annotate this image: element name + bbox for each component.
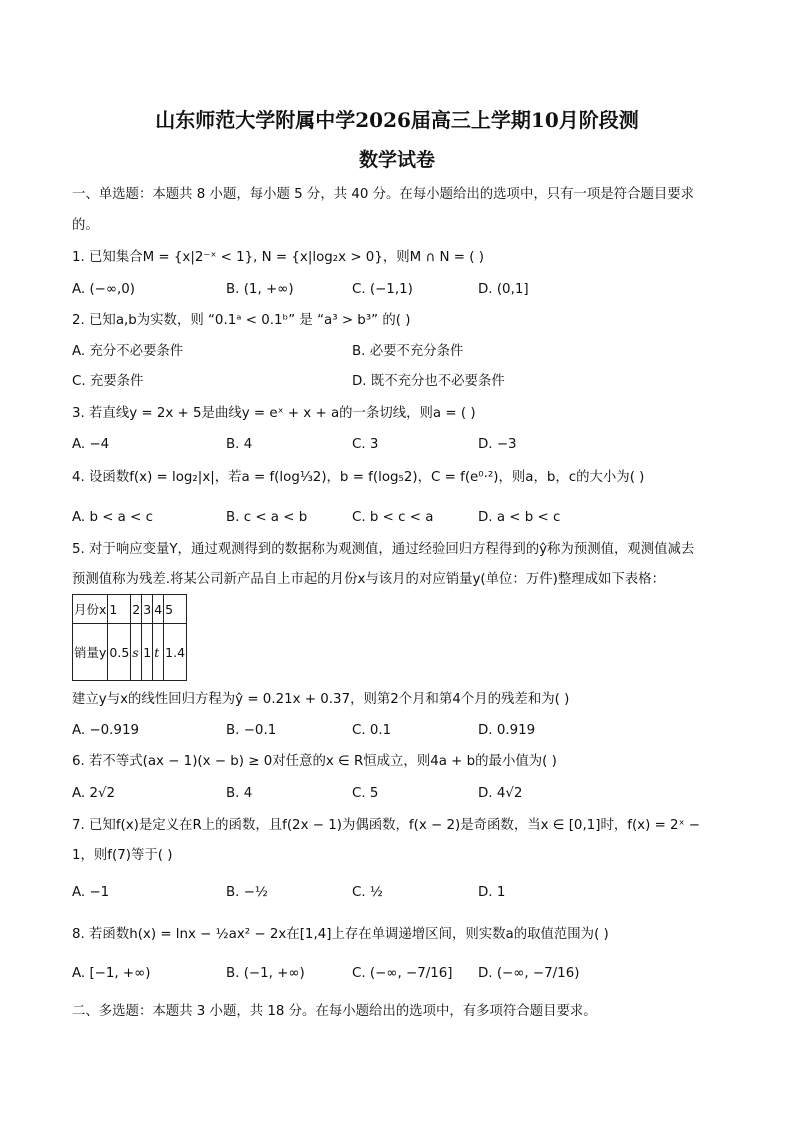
table-cell: 销量y (73, 624, 108, 681)
q1-option-d: D. (0,1] (478, 282, 529, 297)
q7-stem-1: 7. 已知f(x)是定义在R上的函数，且f(2x − 1)为偶函数，f(x − 2)是奇函数，当x ∈ [0,1]时，f(x) = 2ˣ − (72, 818, 700, 833)
q3-option-b: B. 4 (226, 437, 253, 452)
q7-option-d: D. 1 (478, 885, 506, 900)
table-row (73, 595, 187, 624)
q8-option-d: D. (−∞, −7/16) (478, 966, 580, 981)
q4-stem: 4. 设函数f(x) = log₂|x|，若a = f(log⅓2)，b = f(log₅2)，C = f(e⁰·²)，则a，b，c的大小为( ) (72, 470, 645, 485)
table-cell: 1.4 (164, 624, 187, 681)
table-cell: 2 (131, 595, 142, 624)
q6-option-d: D. 4√2 (478, 786, 523, 801)
q6-option-c: C. 5 (352, 786, 379, 801)
q5-option-c: C. 0.1 (352, 723, 392, 738)
q8-stem: 8. 若函数h(x) = lnx − ½ax² − 2x在[1,4]上存在单调递增区间，则实数a的取值范围为( ) (72, 927, 609, 942)
q1-option-b: B. (1, +∞) (226, 282, 294, 297)
q5-option-b: B. −0.1 (226, 723, 277, 738)
q2-stem: 2. 已知a,b为实数，则 “0.1ᵃ < 0.1ᵇ” 是 “a³ > b³” 的( ) (72, 313, 411, 328)
exam-title: 山东师范大学附属中学2026届高三上学期10月阶段测 (155, 108, 639, 132)
q1-stem: 1. 已知集合M = {x|2⁻ˣ < 1}, N = {x|log₂x > 0}，则M ∩ N = ( ) (72, 250, 484, 265)
table-cell: s (131, 624, 142, 681)
q6-option-a: A. 2√2 (72, 786, 116, 801)
q3-option-c: C. 3 (352, 437, 379, 452)
q8-option-a: A. [−1, +∞) (72, 966, 151, 981)
section1-heading-cont: 的。 (72, 218, 99, 233)
section2-heading: 二、多选题：本题共 3 小题，共 18 分。在每小题给出的选项中，有多项符合题目要求。 (72, 1004, 597, 1019)
q4-option-a: A. b < a < c (72, 510, 153, 525)
q8-option-c: C. (−∞, −7/16] (352, 966, 453, 981)
q7-stem-2: 1，则f(7)等于( ) (72, 848, 173, 863)
table-cell: 4 (153, 595, 164, 624)
q1-option-a: A. (−∞,0) (72, 282, 136, 297)
table-cell: 1 (142, 624, 153, 681)
q3-option-d: D. −3 (478, 437, 517, 452)
exam-subtitle: 数学试卷 (358, 149, 435, 171)
q1-option-c: C. (−1,1) (352, 282, 413, 297)
table-row (73, 624, 187, 681)
section1-heading: 一、单选题：本题共 8 小题，每小题 5 分，共 40 分。在每小题给出的选项中，只有一项是符合题目要求 (72, 187, 695, 202)
q5-stem-2: 预测值称为残差.将某公司新产品自上市起的月份x与该月的对应销量y(单位：万件)整理成如下表格： (72, 572, 665, 587)
q2-option-a: A. 充分不必要条件 (72, 344, 184, 359)
q4-option-b: B. c < a < b (226, 510, 308, 525)
q2-option-b: B. 必要不充分条件 (352, 344, 464, 359)
q5-stem-3: 建立y与x的线性回归方程为ŷ = 0.21x + 0.37，则第2个月和第4个月的残差和为( ) (72, 692, 570, 707)
table-cell: 0.5 (108, 624, 131, 681)
q4-option-d: D. a < b < c (478, 510, 561, 525)
q5-stem-1: 5. 对于响应变量Y，通过观测得到的数据称为观测值，通过经验回归方程得到的ŷ称为预测值，观测值减去 (72, 542, 695, 557)
table-cell: 1 (108, 595, 131, 624)
q2-option-d: D. 既不充分也不必要条件 (352, 374, 505, 389)
q6-option-b: B. 4 (226, 786, 253, 801)
table-cell: 3 (142, 595, 153, 624)
sales-table (72, 594, 187, 681)
q7-option-c: C. ½ (352, 885, 383, 900)
q8-option-b: B. (−1, +∞) (226, 966, 305, 981)
q7-option-b: B. −½ (226, 885, 268, 900)
q6-stem: 6. 若不等式(ax − 1)(x − b) ≥ 0对任意的x ∈ R恒成立，则4a + b的最小值为( ) (72, 754, 557, 769)
q7-option-a: A. −1 (72, 885, 110, 900)
q5-option-d: D. 0.919 (478, 723, 536, 738)
q5-option-a: A. −0.919 (72, 723, 139, 738)
table-cell: 月份x (73, 595, 108, 624)
q4-option-c: C. b < c < a (352, 510, 434, 525)
q3-stem: 3. 若直线y = 2x + 5是曲线y = eˣ + x + a的一条切线，则a = ( ) (72, 406, 476, 421)
table-cell: 5 (164, 595, 187, 624)
q3-option-a: A. −4 (72, 437, 110, 452)
table-cell: t (153, 624, 164, 681)
q2-option-c: C. 充要条件 (72, 374, 144, 389)
